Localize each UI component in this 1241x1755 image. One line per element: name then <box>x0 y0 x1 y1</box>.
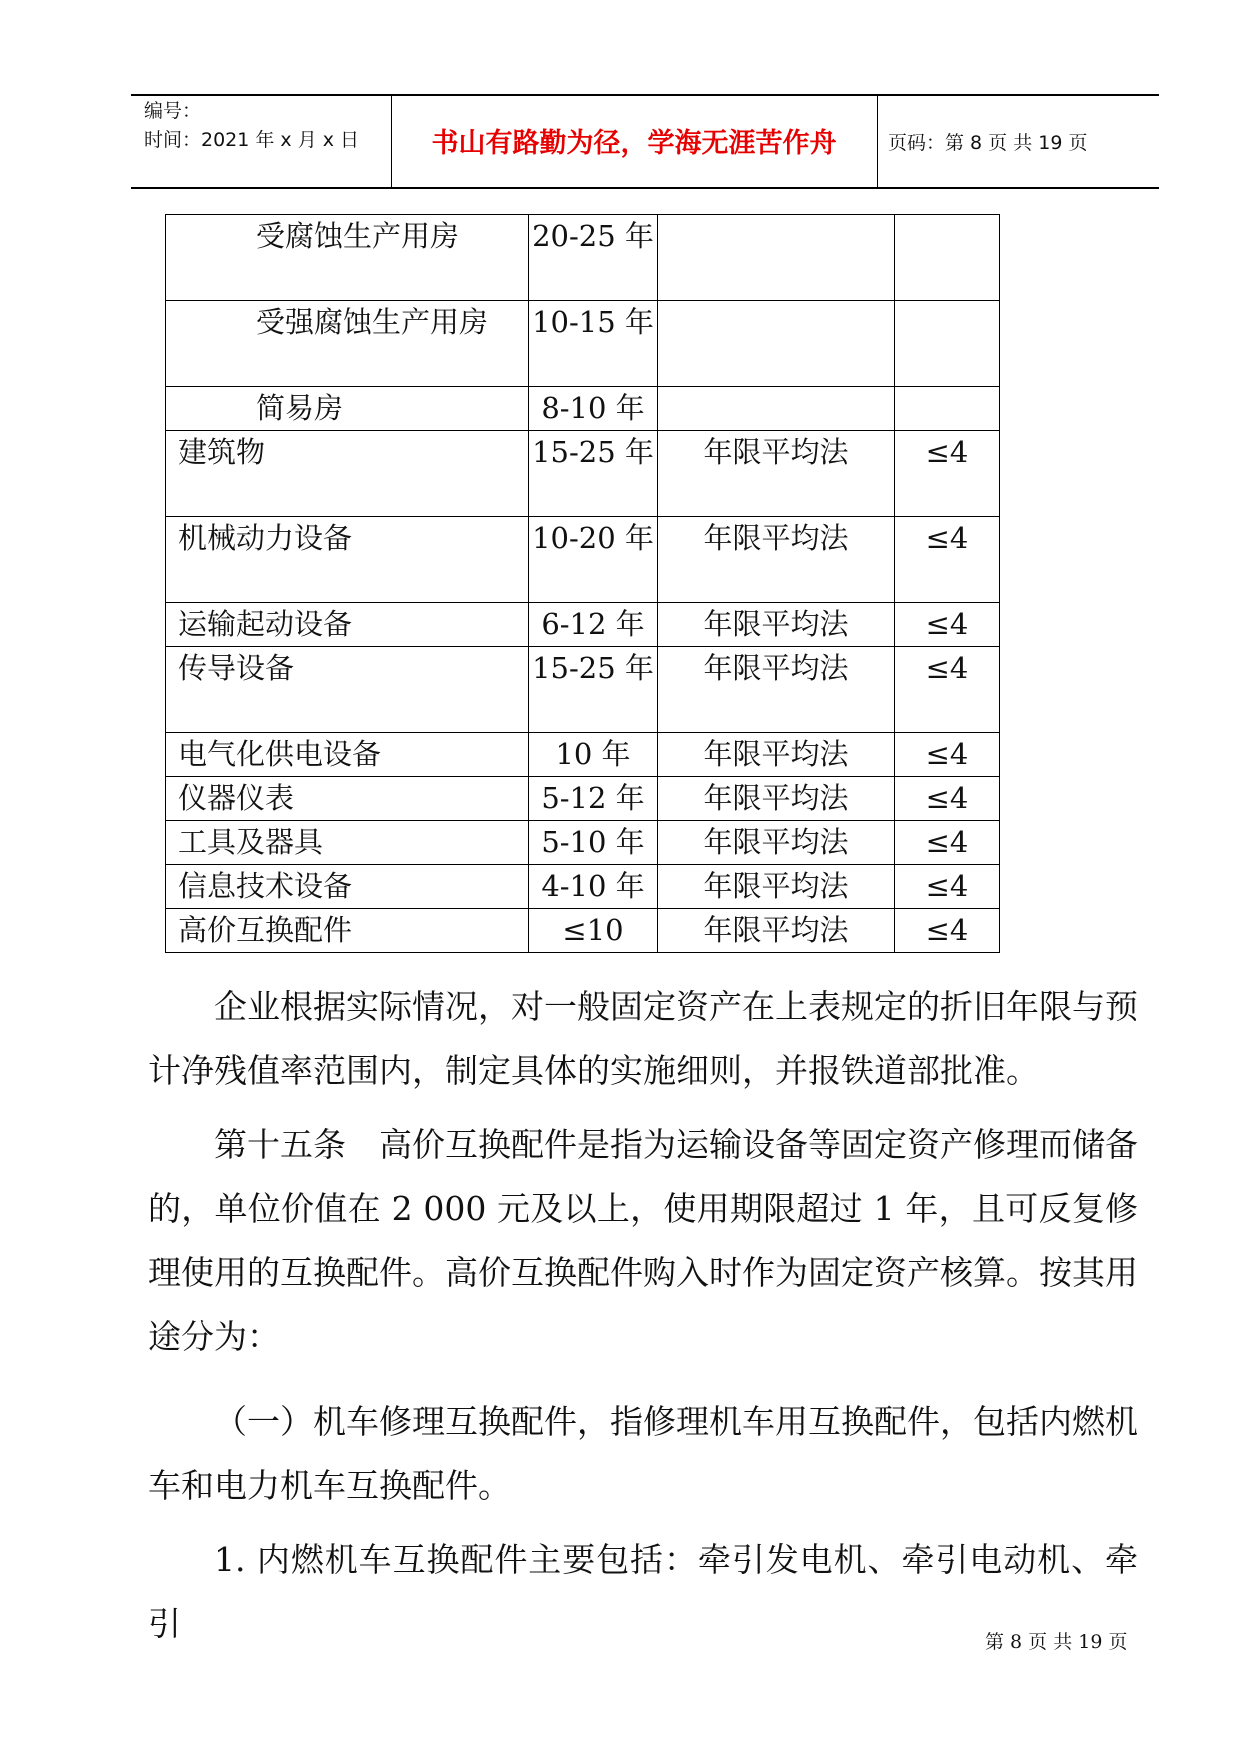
depreciation-table <box>165 214 1000 953</box>
table-row <box>166 821 1000 865</box>
paragraph-article-15: 第十五条 高价互换配件是指为运输设备等固定资产修理而储备的，单位价值在 2 000 元及以上，使用期限超过 1 年，且可反复修理使用的互换配件。高价互换配件购入时作为固定资产核算。按其用途分为： <box>148 1125 1138 1356</box>
residual-rate-cell: ≤4 <box>895 431 1000 517</box>
asset-category-cell <box>166 301 529 387</box>
asset-category-label: 仪器仪表 <box>178 781 295 815</box>
depreciation-years-cell: 5-10 年 <box>529 821 658 865</box>
depreciation-method-cell: 年限平均法 <box>658 517 895 603</box>
header-divider-2 <box>877 95 878 187</box>
table-row <box>166 865 1000 909</box>
asset-category-label: 受强腐蚀生产用房 <box>256 305 489 339</box>
depreciation-years-cell: 5-12 年 <box>529 777 658 821</box>
asset-category-label: 电气化供电设备 <box>178 737 382 771</box>
asset-category-label: 建筑物 <box>178 435 266 469</box>
asset-category-cell <box>166 647 529 733</box>
header-meta <box>144 97 359 155</box>
asset-category-cell <box>166 865 529 909</box>
asset-category-cell <box>166 517 529 603</box>
asset-category-label: 运输起动设备 <box>178 607 353 641</box>
asset-category-cell <box>166 603 529 647</box>
asset-category-cell <box>166 821 529 865</box>
table-row <box>166 301 1000 387</box>
residual-rate-cell <box>895 215 1000 301</box>
table-row <box>166 909 1000 953</box>
asset-category-cell <box>166 215 529 301</box>
depreciation-method-cell: 年限平均法 <box>658 909 895 953</box>
table-row <box>166 215 1000 301</box>
document-time-label: 时间：2021 年 x 月 x 日 <box>144 129 360 151</box>
residual-rate-cell: ≤4 <box>895 909 1000 953</box>
table-row <box>166 733 1000 777</box>
table-row <box>166 517 1000 603</box>
depreciation-years-cell: 10 年 <box>529 733 658 777</box>
document-number-label: 编号： <box>144 100 202 122</box>
asset-category-label: 传导设备 <box>178 651 295 685</box>
depreciation-years-cell: 10-15 年 <box>529 301 658 387</box>
asset-category-cell <box>166 387 529 431</box>
header-motto: 书山有路勤为径，学海无涯苦作舟 <box>431 128 837 159</box>
header-top-rule <box>131 94 1159 96</box>
depreciation-years-cell: 4-10 年 <box>529 865 658 909</box>
residual-rate-cell: ≤4 <box>895 777 1000 821</box>
residual-rate-cell: ≤4 <box>895 647 1000 733</box>
table-row <box>166 387 1000 431</box>
residual-rate-cell <box>895 387 1000 431</box>
asset-category-cell <box>166 733 529 777</box>
depreciation-method-cell <box>658 387 895 431</box>
asset-category-cell <box>166 909 529 953</box>
table-row <box>166 431 1000 517</box>
depreciation-method-cell <box>658 215 895 301</box>
table-row <box>166 777 1000 821</box>
depreciation-years-cell: 15-25 年 <box>529 647 658 733</box>
footer-page-number: 第 8 页 共 19 页 <box>985 1631 1128 1653</box>
header-page-indicator: 页码：第 8 页 共 19 页 <box>888 132 1088 154</box>
residual-rate-cell: ≤4 <box>895 603 1000 647</box>
residual-rate-cell: ≤4 <box>895 733 1000 777</box>
asset-category-cell <box>166 431 529 517</box>
header-bottom-rule <box>131 187 1159 189</box>
paragraph-locomotive-parts: （一）机车修理互换配件，指修理机车用互换配件，包括内燃机车和电力机车互换配件。 <box>148 1402 1138 1505</box>
paragraph-diesel-parts: 1. 内燃机车互换配件主要包括：牵引发电机、牵引电动机、牵引 <box>148 1540 1138 1643</box>
depreciation-years-cell: 6-12 年 <box>529 603 658 647</box>
residual-rate-cell <box>895 301 1000 387</box>
depreciation-method-cell <box>658 301 895 387</box>
depreciation-years-cell: 10-20 年 <box>529 517 658 603</box>
depreciation-method-cell: 年限平均法 <box>658 603 895 647</box>
asset-category-label: 信息技术设备 <box>178 869 353 903</box>
residual-rate-cell: ≤4 <box>895 865 1000 909</box>
depreciation-method-cell: 年限平均法 <box>658 733 895 777</box>
depreciation-years-cell: 8-10 年 <box>529 387 658 431</box>
paragraph-implementation: 企业根据实际情况，对一般固定资产在上表规定的折旧年限与预计净残值率范围内，制定具体的实施细则，并报铁道部批准。 <box>148 987 1138 1090</box>
asset-category-label: 高价互换配件 <box>178 913 353 947</box>
depreciation-years-cell: 20-25 年 <box>529 215 658 301</box>
asset-category-label: 机械动力设备 <box>178 521 353 555</box>
table-row <box>166 603 1000 647</box>
depreciation-method-cell: 年限平均法 <box>658 431 895 517</box>
asset-category-label: 工具及器具 <box>178 825 324 859</box>
residual-rate-cell: ≤4 <box>895 517 1000 603</box>
residual-rate-cell: ≤4 <box>895 821 1000 865</box>
table-row <box>166 647 1000 733</box>
depreciation-method-cell: 年限平均法 <box>658 777 895 821</box>
asset-category-cell <box>166 777 529 821</box>
asset-category-label: 简易房 <box>256 391 344 425</box>
depreciation-method-cell: 年限平均法 <box>658 647 895 733</box>
asset-category-label: 受腐蚀生产用房 <box>256 219 460 253</box>
depreciation-method-cell: 年限平均法 <box>658 865 895 909</box>
depreciation-years-cell: 15-25 年 <box>529 431 658 517</box>
depreciation-method-cell: 年限平均法 <box>658 821 895 865</box>
depreciation-years-cell: ≤10 <box>529 909 658 953</box>
